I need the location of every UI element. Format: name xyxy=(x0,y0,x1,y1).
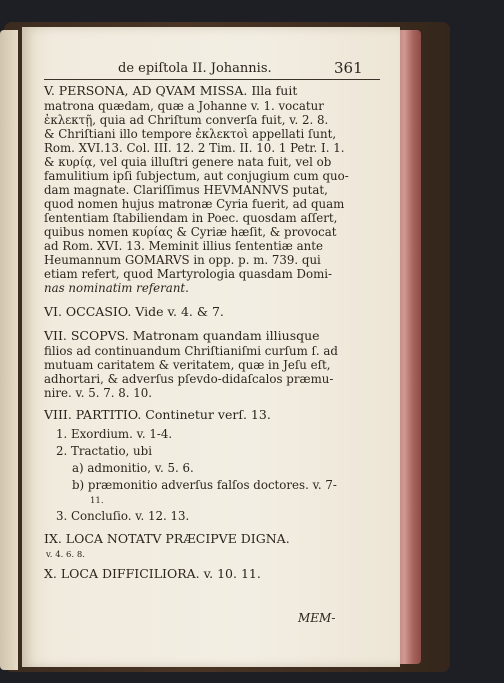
section-heading-occasio: VI. OCCASIO. Vide v. 4. & 7. xyxy=(44,304,224,319)
outline-item: 1. Exordium. v. 1-4. xyxy=(56,427,173,441)
book-page xyxy=(22,27,400,667)
text-line: famulitium ipſi ſubjectum, aut conjugium cum quo- xyxy=(44,169,349,183)
page-text xyxy=(22,27,400,667)
section-heading-partitio: VIII. PARTITIO. Continetur verſ. 13. xyxy=(44,407,271,422)
text-line: nas nominatim referant. xyxy=(44,281,189,295)
text-line: ad Rom. XVI. 13. Meminit illius ſententiæ ante xyxy=(44,239,323,253)
text-line: Heumannum GOMARVS in opp. p. m. 739. qui xyxy=(44,253,321,267)
section-heading-loca-difficiliora: X. LOCA DIFFICILIORA. v. 10. 11. xyxy=(44,566,261,581)
text-line: v. 4. 6. 8. xyxy=(46,550,85,560)
text-line: & κυρίᾳ, vel quia illuſtri genere nata fuit, vel ob xyxy=(44,155,332,169)
text-line: etiam refert, quod Martyrologia quasdam Domi- xyxy=(44,267,333,281)
section-heading-loca-notatu: IX. LOCA NOTATV PRÆCIPVE DIGNA. xyxy=(44,531,290,546)
text-line: Rom. XVI.13. Col. III. 12. 2 Tim. II. 10. 1 Petr. I. 1. xyxy=(44,141,345,155)
text-line: filios ad continuandum Chriſtianiſmi curſum ſ. ad xyxy=(44,344,338,358)
text-line: matrona quædam, quæ a Johanne v. 1. vocatur xyxy=(44,99,324,113)
text-line: quibus nomen κυρίας & Cyriæ hæſit, & provocat xyxy=(44,225,337,239)
text-line: & Chriſtiani illo tempore ἐκλεκτοὶ appellati ſunt, xyxy=(44,127,337,141)
outline-subitem-cont: 11. xyxy=(90,496,104,506)
text-line: nire. v. 5. 7. 8. 10. xyxy=(44,386,153,400)
catchword: MEM- xyxy=(298,611,336,625)
text-line: mutuam caritatem & veritatem, quæ in Jeſu eſt, xyxy=(44,358,331,372)
page-number: 361 xyxy=(334,59,363,77)
outline-item: 3. Concluſio. v. 12. 13. xyxy=(56,509,190,523)
outline-subitem: b) præmonitio adverſus falſos doctores. v. 7- xyxy=(72,478,337,492)
text-line: ἐκλεκτῇ, quia ad Chriſtum converſa fuit, v. 2. 8. xyxy=(44,113,329,127)
outline-subitem: a) admonitio, v. 5. 6. xyxy=(72,461,194,475)
text-line: dam magnate. Clariſſimus HEVMANNVS putat, xyxy=(44,183,328,197)
running-title: de epiſtola II. Johannis. xyxy=(118,61,272,76)
section-heading-persona: V. PERSONA, AD QVAM MISSA. Illa fuit xyxy=(44,83,298,98)
header-rule xyxy=(44,79,380,80)
text-line: adhortari, & adverſus pſevdo-didaſcalos præmu- xyxy=(44,372,334,386)
section-heading-scopus: VII. SCOPVS. Matronam quandam illiusque xyxy=(44,328,320,343)
outline-item: 2. Tractatio, ubi xyxy=(56,444,152,458)
text-line: quod nomen hujus matronæ Cyria fuerit, ad quam xyxy=(44,197,345,211)
text-line: ſententiam ſtabiliendam in Poec. quosdam aſſert, xyxy=(44,211,338,225)
facing-page-edge xyxy=(0,30,18,670)
